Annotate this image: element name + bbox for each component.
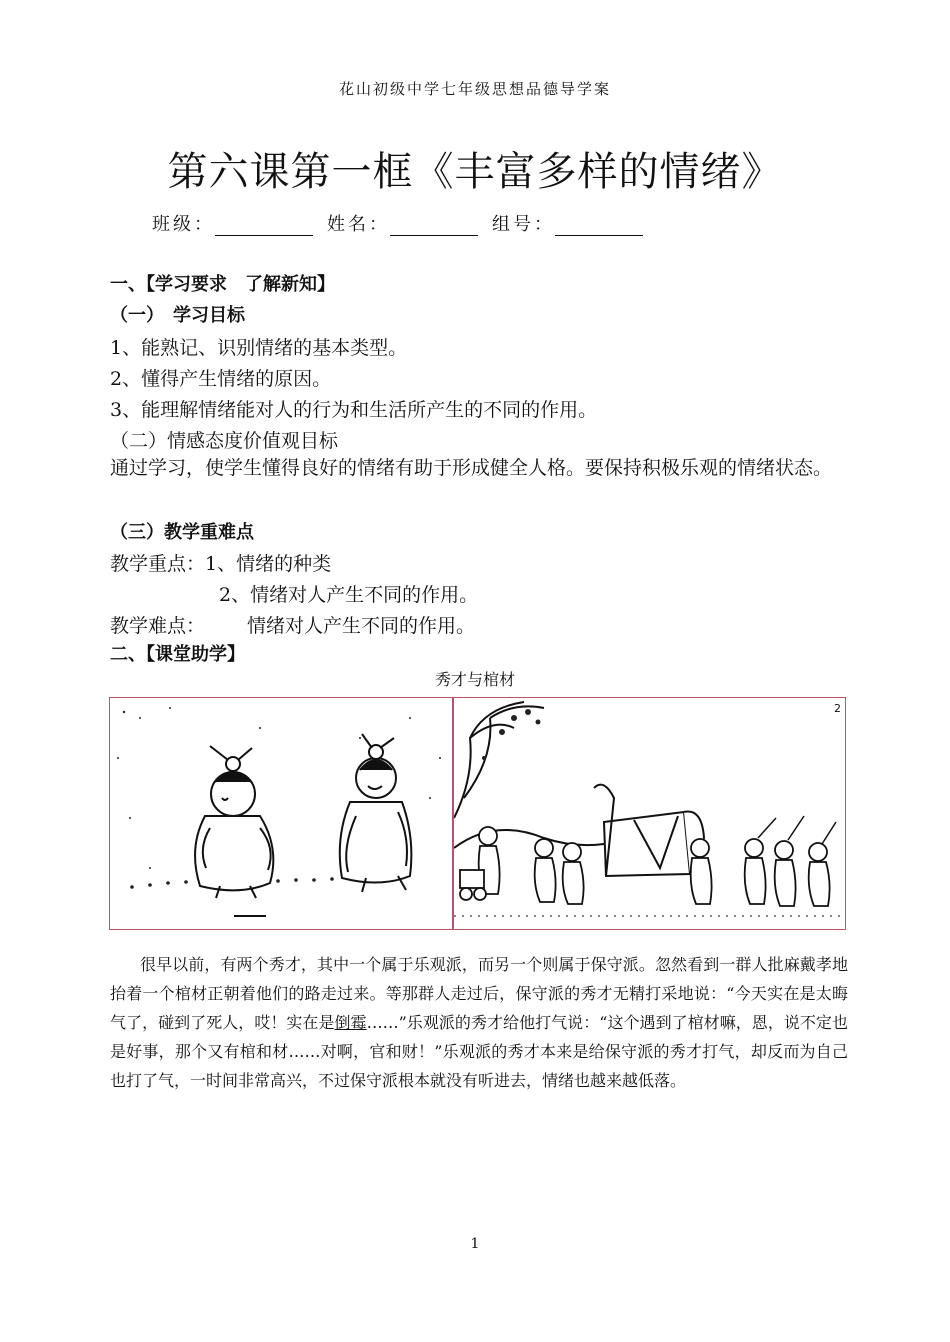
difficulty-label: 教学难点： — [110, 615, 206, 637]
comic-caption: 秀才与棺材 — [434, 670, 515, 689]
story-text-pre: 很早以前，有两个秀才，其中一个属于乐观派，而另一个则属于保守派。忽然看到一群人批麻戴孝地抬着一个棺材正朝着他们的路走过来。等那群人走过后，保守派的秀才无精打采地说：“今天实在是太晦气了，碰到了死人，哎！实在是 — [110, 955, 848, 1032]
student-info-row — [152, 210, 657, 236]
sub3-heading: （三）教学重难点 — [110, 522, 254, 543]
story-text-post: ……”乐观派的秀才给他打气说：“这个遇到了棺材嘛，恩，说不定也是好事，那个又有棺和材……对啊，官和财！”乐观派的秀才本来是给保守派的秀才打气，却反而为自己也打了气，一时间非常高兴，不过保守派根本就没有听进去，情绪也越来越低落。 — [110, 1013, 848, 1090]
comic-panel-2 — [453, 697, 846, 930]
sub1-heading: （一） 学习目标 — [110, 305, 245, 326]
class-blank[interactable] — [215, 213, 313, 236]
key-label: 教学重点： — [110, 553, 206, 575]
class-label: 班级： — [152, 214, 215, 235]
name-blank[interactable] — [390, 213, 478, 236]
difficulty-row — [110, 611, 475, 638]
key-item: 1、情绪的种类 — [205, 553, 332, 575]
sub2-heading: （二）情感态度价值观目标 — [110, 430, 339, 452]
page-header: 花山初级中学七年级思想品德导学案 — [338, 80, 611, 98]
goal-item: 3、能理解情绪能对人的行为和生活所产生的不同的作用。 — [110, 399, 598, 421]
group-label: 组号： — [492, 214, 555, 235]
story-paragraph — [110, 950, 848, 1095]
goal-item: 2、懂得产生情绪的原因。 — [110, 368, 332, 390]
comic-panel-1 — [109, 697, 453, 930]
key-item: 2、情绪对人产生不同的作用。 — [219, 584, 479, 606]
goal-item: 1、能熟记、识别情绪的基本类型。 — [110, 337, 408, 359]
page-title: 第六课第一框《丰富多样的情绪》 — [167, 149, 783, 195]
comic-figure — [109, 697, 847, 930]
difficulty-text: 情绪对人产生不同的作用。 — [247, 615, 476, 637]
key-points-row — [110, 549, 331, 576]
sub2-text: 通过学习，使学生懂得良好的情绪有助于形成健全人格。要保持积极乐观的情绪状态。 — [110, 457, 833, 479]
section2-heading: 二、【课堂助学】 — [110, 644, 245, 665]
page-number: 1 — [470, 1236, 480, 1252]
section1-heading: 一、【学习要求 了解新知】 — [110, 274, 335, 295]
scholars-illustration — [110, 698, 452, 929]
story-underlined-word: 倒霉 — [334, 1013, 367, 1032]
name-label: 姓名： — [327, 214, 390, 235]
group-blank[interactable] — [555, 213, 643, 236]
panel-number: 2 — [834, 702, 841, 715]
procession-illustration — [454, 698, 845, 929]
